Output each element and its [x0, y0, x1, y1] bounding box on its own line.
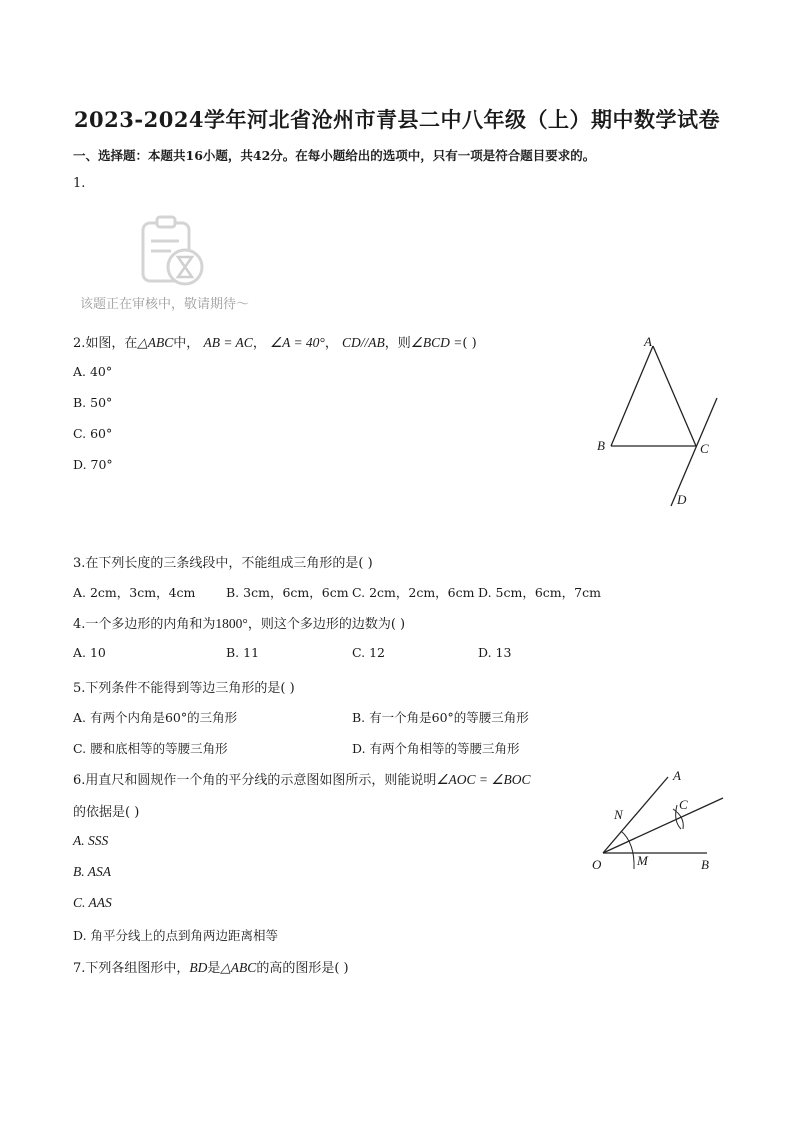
ray-oa — [603, 777, 668, 853]
question-6-option-b: B. ASA — [73, 864, 111, 879]
question-5-option-c: C. 腰和底相等的等腰三角形 — [73, 741, 228, 756]
clipboard-hourglass-icon — [133, 213, 213, 293]
segment-ac — [653, 346, 696, 446]
question-6-option-c: C. AAS — [73, 895, 112, 910]
label-a: A — [673, 768, 681, 783]
label-o: O — [592, 857, 602, 872]
angle-bisector-figure — [585, 765, 735, 877]
label-c: C — [700, 441, 709, 456]
question-1-number: 1. — [73, 176, 86, 191]
section-heading: 一、选择题：本题共16小题，共42分。在每小题给出的选项中，只有一项是符合题目要求的。 — [73, 148, 596, 163]
label-b: B — [701, 857, 709, 872]
question-2-option-d: D. 70° — [73, 457, 113, 472]
label-b: B — [597, 438, 605, 453]
question-3-option-c: C. 2cm，2cm，6cm — [352, 585, 475, 600]
label-n: N — [614, 807, 623, 822]
question-4-option-d: D. 13 — [478, 645, 512, 660]
question-6-option-a: A. SSS — [73, 833, 109, 848]
question-5-stem: 5.下列条件不能得到等边三角形的是( ) — [73, 681, 295, 696]
question-2-option-a: A. 40° — [73, 364, 113, 379]
label-c: C — [679, 797, 688, 812]
line-cd — [671, 398, 717, 506]
label-m: M — [637, 853, 648, 868]
segment-ab — [611, 346, 653, 446]
question-6-stem-line-1: 6.用直尺和圆规作一个角的平分线的示意图如图所示，则能说明∠AOC = ∠BOC — [73, 772, 531, 788]
question-4-option-b: B. 11 — [226, 645, 260, 660]
question-5-option-d: D. 有两个角相等的等腰三角形 — [352, 741, 520, 756]
question-3-option-d: D. 5cm，6cm，7cm — [478, 585, 601, 600]
question-2-option-c: C. 60° — [73, 426, 113, 441]
question-3-stem: 3.在下列长度的三条线段中，不能组成三角形的是( ) — [73, 556, 373, 571]
question-6-stem-line-2: 的依据是( ) — [73, 805, 140, 820]
question-3-option-b: B. 3cm，6cm，6cm — [226, 585, 349, 600]
question-2-stem: 2.如图，在△ABC中， AB = AC， ∠A = 40°， CD//AB，则∠BCD =( ) — [73, 335, 477, 351]
question-4-stem: 4.一个多边形的内角和为1800°，则这个多边形的边数为( ) — [73, 616, 406, 632]
triangle-figure — [590, 330, 730, 512]
question-4-option-c: C. 12 — [352, 645, 385, 660]
label-d: D — [677, 492, 687, 507]
question-7-stem: 7.下列各组图形中，BD是△ABC的高的图形是( ) — [73, 960, 349, 976]
question-3-option-a: A. 2cm，3cm，4cm — [73, 585, 196, 600]
placeholder-text: 该题正在审核中，敬请期待～ — [80, 297, 250, 312]
question-2-option-b: B. 50° — [73, 395, 113, 410]
label-a: A — [644, 334, 652, 349]
question-5-option-a: A. 有两个内角是60°的三角形 — [73, 710, 238, 725]
question-5-option-b: B. 有一个角是60°的等腰三角形 — [352, 710, 529, 725]
question-4-option-a: A. 10 — [73, 645, 106, 660]
question-6-option-d: D. 角平分线上的点到角两边距离相等 — [73, 928, 279, 943]
arc-mn — [621, 831, 634, 869]
page-title: 2023-2024学年河北省沧州市青县二中八年级（上）期中数学试卷 — [73, 107, 721, 132]
